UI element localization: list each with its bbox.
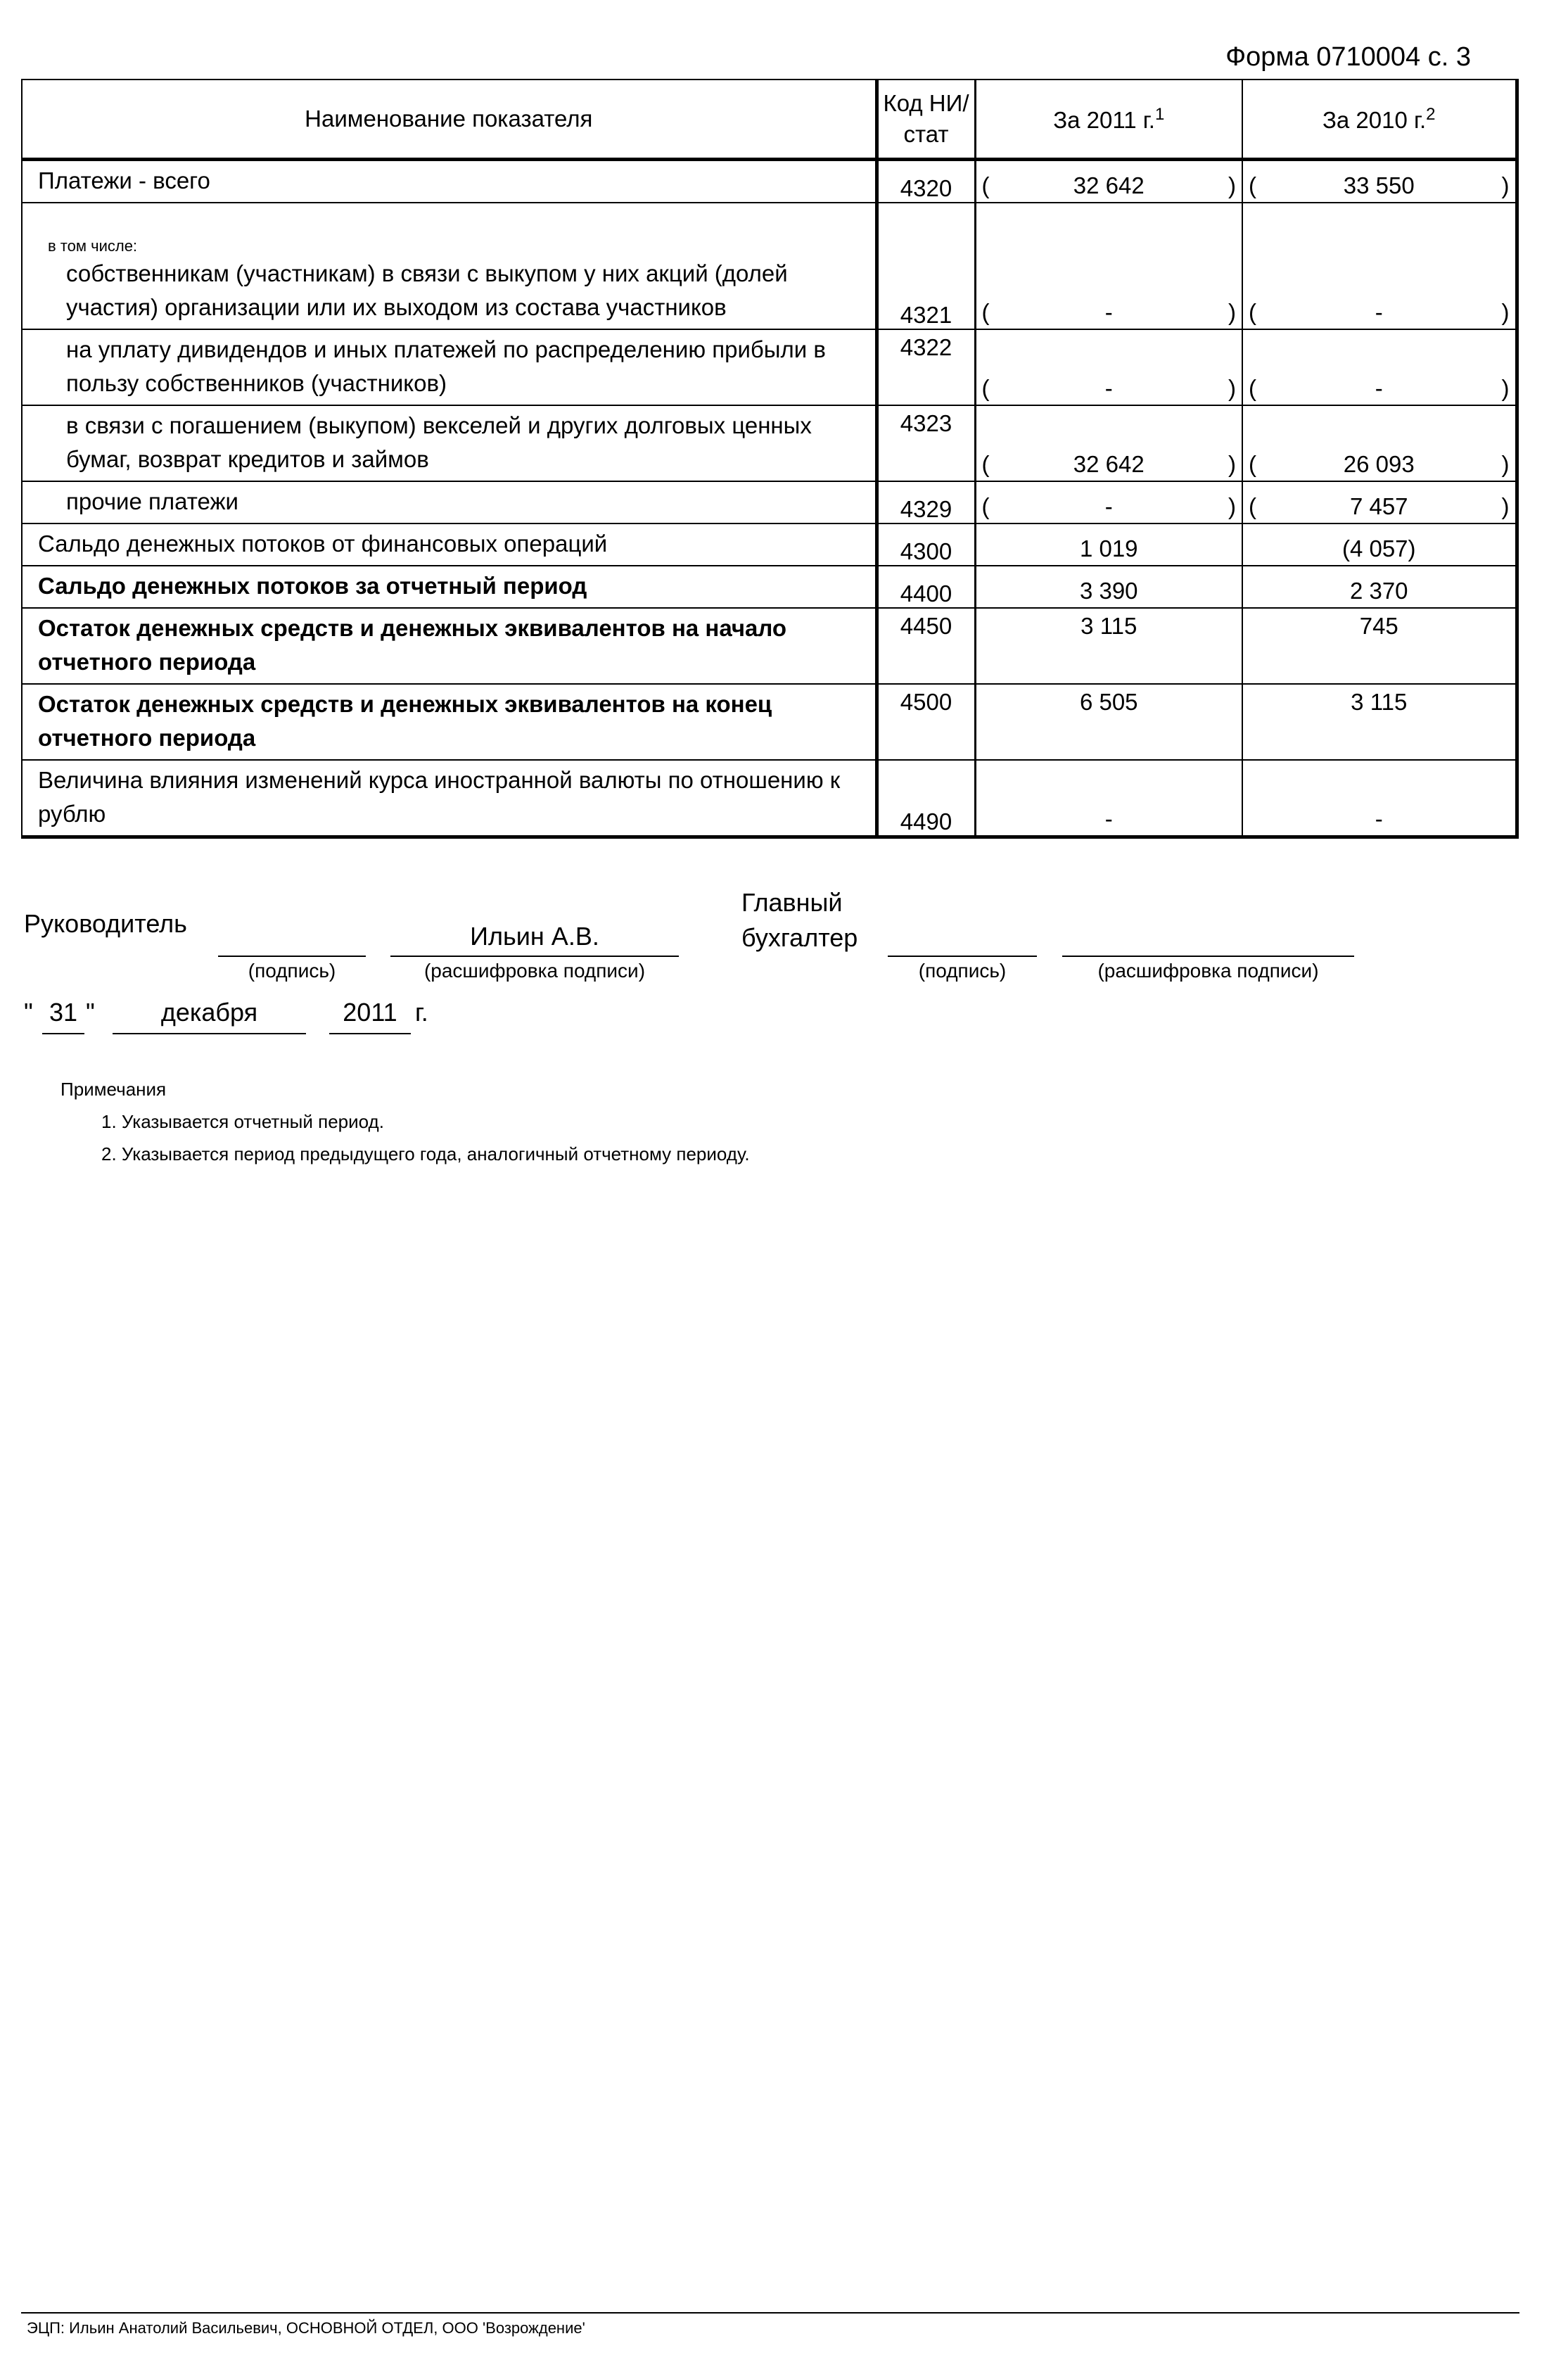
note-item: 1. Указывается отчетный период. — [101, 1111, 384, 1132]
row-value-2010: 3 115 — [1242, 684, 1517, 760]
date-day-line — [42, 1033, 84, 1034]
notes — [60, 1073, 750, 1170]
accountant-decoding-caption: (расшифровка подписи) — [1097, 960, 1319, 982]
row-value-2010: ( - ) — [1242, 329, 1517, 405]
date-day: 31 — [49, 998, 78, 1027]
date-quote-open: " — [24, 998, 33, 1027]
row-name: прочие платежи — [22, 481, 877, 523]
header-name: Наименование показателя — [22, 80, 877, 160]
row-prefix: в том числе: — [48, 237, 138, 255]
form-code: Форма 0710004 с. 3 — [1225, 42, 1471, 72]
row-name: в связи с погашением (выкупом) векселей и других долговых ценных бумаг, возврат кредитов и займов — [22, 405, 877, 481]
header-2011: За 2011 г.$^1$ — [975, 80, 1242, 160]
table-row — [22, 684, 1517, 760]
row-code: 4322 — [877, 329, 975, 405]
table-row — [22, 566, 1517, 608]
table-row — [22, 203, 1517, 329]
table-row — [22, 329, 1517, 405]
cash-flow-table — [21, 79, 1519, 839]
row-value-2011: ( - ) — [975, 203, 1242, 329]
footer-divider — [21, 2312, 1519, 2314]
row-code: 4450 — [877, 608, 975, 684]
row-value-2011: 6 505 — [975, 684, 1242, 760]
row-value-2010: ( 7 457 ) — [1242, 481, 1517, 523]
table-row — [22, 405, 1517, 481]
date-suffix: г. — [415, 998, 428, 1027]
row-value-2010: (4 057) — [1242, 523, 1517, 566]
table-header-row — [22, 80, 1517, 160]
accountant-signature-caption: (подпись) — [918, 960, 1007, 982]
table-row — [22, 760, 1517, 837]
row-name: Остаток денежных средств и денежных эквивалентов на начало отчетного периода — [22, 608, 877, 684]
date-quote-close: " — [86, 998, 95, 1027]
notes-title: Примечания — [60, 1079, 167, 1100]
row-code: 4490 — [877, 760, 975, 837]
table-row — [22, 160, 1517, 203]
header-2010: За 2010 г.$^2$ — [1242, 80, 1517, 160]
row-name: в том числе: собственникам (участникам) в связи с выкупом у них акций (долей участия) организации или их выходом из состава участников — [22, 203, 877, 329]
row-value-2010: ( 26 093 ) — [1242, 405, 1517, 481]
row-name: Сальдо денежных потоков от финансовых операций — [22, 523, 877, 566]
date-year: 2011 — [343, 998, 397, 1027]
date-month: декабря — [160, 998, 258, 1027]
row-value-2011: ( 32 642 ) — [975, 405, 1242, 481]
accountant-decoding-line — [1062, 956, 1354, 957]
head-signature-line — [218, 956, 366, 957]
accountant-label-2: бухгалтер — [741, 923, 858, 952]
row-value-2011: 1 019 — [975, 523, 1242, 566]
row-name: Сальдо денежных потоков за отчетный период — [22, 566, 877, 608]
row-value-2010: ( 33 550 ) — [1242, 160, 1517, 203]
header-code: Код НИ/ стат — [877, 80, 975, 160]
row-value-2011: - — [975, 760, 1242, 837]
accountant-label-1: Главный — [741, 888, 843, 917]
row-code: 4323 — [877, 405, 975, 481]
row-value-2011: 3 390 — [975, 566, 1242, 608]
head-name: Ильин А.В. — [470, 922, 599, 951]
row-name: Величина влияния изменений курса иностранной валюты по отношению к рублю — [22, 760, 877, 837]
row-value-2010: 2 370 — [1242, 566, 1517, 608]
head-decoding-line — [390, 956, 679, 957]
table-row — [22, 608, 1517, 684]
note-item: 2. Указывается период предыдущего года, аналогичный отчетному периоду. — [101, 1143, 750, 1165]
table-row — [22, 523, 1517, 566]
head-decoding-caption: (расшифровка подписи) — [423, 960, 646, 982]
row-code: 4321 — [877, 203, 975, 329]
row-value-2010: - — [1242, 760, 1517, 837]
date-year-line — [329, 1033, 411, 1034]
head-label: Руководитель — [24, 909, 187, 938]
row-value-2010: ( - ) — [1242, 203, 1517, 329]
row-code: 4400 — [877, 566, 975, 608]
footer-signature: ЭЦП: Ильин Анатолий Васильевич, ОСНОВНОЙ ОТДЕЛ, ООО 'Возрождение' — [27, 2319, 585, 2337]
row-code: 4300 — [877, 523, 975, 566]
row-code: 4320 — [877, 160, 975, 203]
head-signature-caption: (подпись) — [248, 960, 336, 982]
row-name: Платежи - всего — [22, 160, 877, 203]
accountant-signature-line — [888, 956, 1037, 957]
row-code: 4329 — [877, 481, 975, 523]
row-value-2010: 745 — [1242, 608, 1517, 684]
row-name: на уплату дивидендов и иных платежей по распределению прибыли в пользу собственников (участников) — [22, 329, 877, 405]
row-name: Остаток денежных средств и денежных эквивалентов на конец отчетного периода — [22, 684, 877, 760]
row-value-2011: ( - ) — [975, 481, 1242, 523]
row-value-2011: ( - ) — [975, 329, 1242, 405]
row-code: 4500 — [877, 684, 975, 760]
row-value-2011: ( 32 642 ) — [975, 160, 1242, 203]
table-row — [22, 481, 1517, 523]
row-value-2011: 3 115 — [975, 608, 1242, 684]
date-month-line — [113, 1033, 306, 1034]
